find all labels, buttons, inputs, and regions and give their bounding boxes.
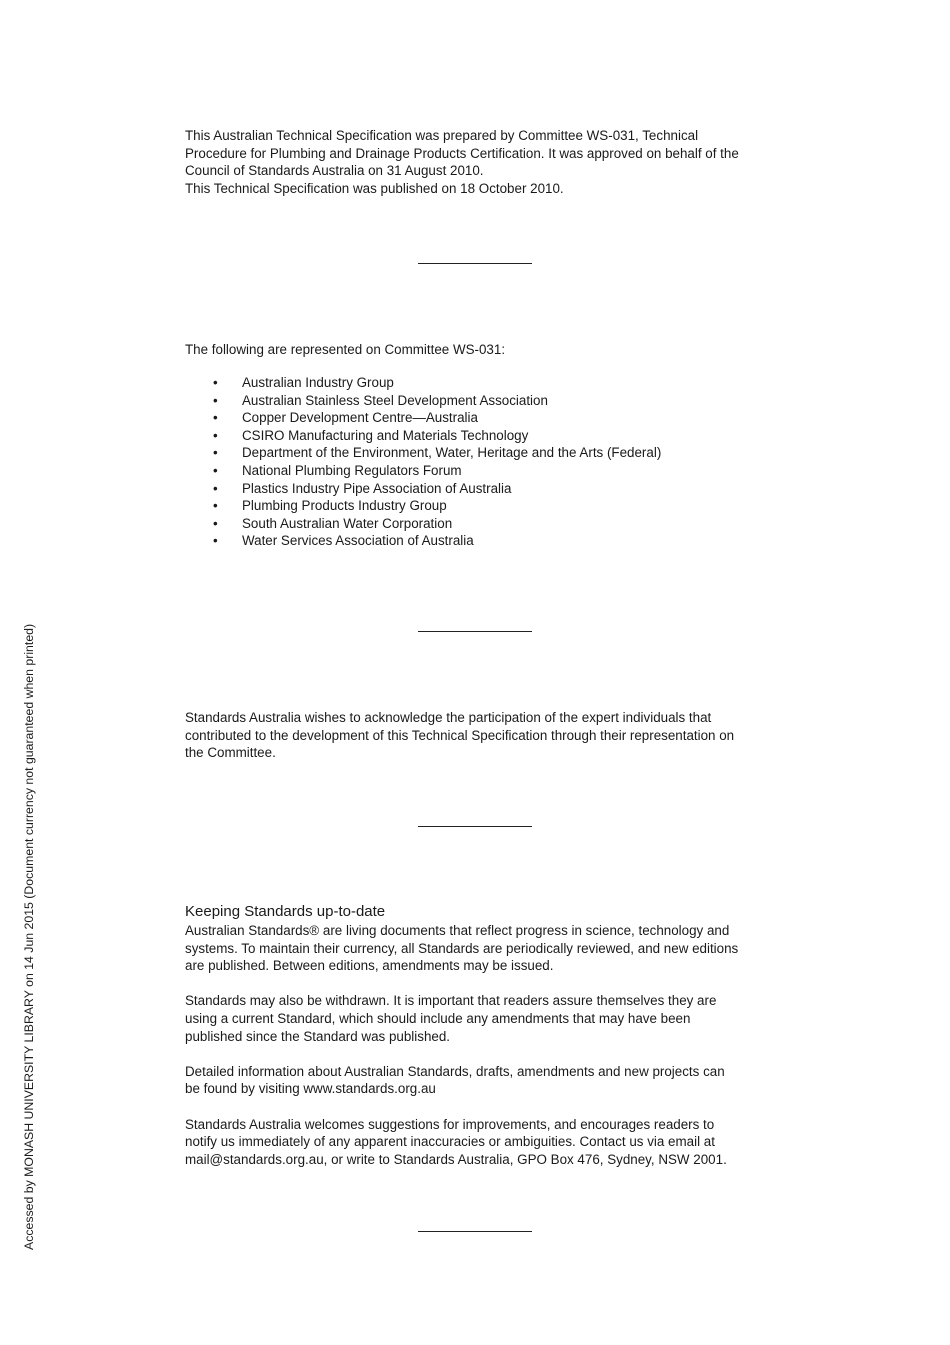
paragraph-line: Standards Australia welcomes suggestions for improvements, and encourages readers to (185, 1116, 715, 1132)
acknowledgement-line: the Committee. (185, 745, 276, 761)
paragraph-line: mail@standards.org.au, or write to Standards Australia, GPO Box 476, Sydney, NSW 2001. (185, 1151, 727, 1167)
member-name: Australian Industry Group (242, 375, 394, 390)
bullet-icon: • (213, 498, 218, 514)
bullet-icon: • (213, 480, 218, 496)
list-item (185, 532, 661, 550)
section-divider (418, 631, 532, 632)
bullet-icon: • (213, 375, 218, 390)
paragraph-line: notify us immediately of any apparent inaccuracies or ambiguities. Contact us via email at (185, 1134, 715, 1150)
list-item (185, 462, 661, 480)
preparation-line: This Australian Technical Specification was prepared by Committee WS-031, Technical (185, 128, 699, 143)
member-name: Department of the Environment, Water, Heritage and the Arts (Federal) (242, 445, 662, 461)
bullet-icon: • (213, 392, 218, 408)
list-item (185, 374, 661, 392)
bullet-icon: • (213, 515, 218, 531)
section-heading: Keeping Standards up-to-date (185, 903, 386, 920)
member-name: South Australian Water Corporation (242, 515, 453, 531)
member-name: Plastics Industry Pipe Association of Australia (242, 480, 512, 496)
bullet-icon: • (213, 410, 218, 426)
paragraph-line: Australian Standards® are living documents that reflect progress in science, technology and (185, 923, 730, 938)
bullet-icon: • (213, 445, 218, 461)
member-name: Australian Stainless Steel Development Association (242, 392, 548, 408)
acknowledgement-line: contributed to the development of this Technical Specification through their representation on (185, 727, 735, 743)
member-name: Copper Development Centre—Australia (242, 410, 478, 426)
preparation-statement (185, 127, 775, 197)
list-item (185, 497, 661, 515)
paragraph-line: systems. To maintain their currency, all Standards are periodically reviewed, and new editions (185, 940, 739, 956)
preparation-line: Council of Standards Australia on 31 August 2010. (185, 163, 484, 179)
access-watermark: Accessed by MONASH UNIVERSITY LIBRARY on 14 Jun 2015 (Document currency not guaranteed when printed) (22, 623, 36, 1250)
bullet-icon: • (213, 427, 218, 443)
list-item (185, 427, 661, 445)
member-name: National Plumbing Regulators Forum (242, 462, 462, 478)
keeping-standards-section (185, 903, 775, 1186)
paragraph (185, 1063, 775, 1098)
paragraph (185, 1116, 775, 1169)
acknowledgement (185, 709, 775, 762)
list-item (185, 480, 661, 498)
section-divider (418, 263, 532, 264)
committee-member-list (185, 374, 661, 550)
representation-intro (185, 341, 775, 359)
member-name: Water Services Association of Australia (242, 533, 474, 549)
bullet-icon: • (213, 533, 218, 549)
paragraph (185, 922, 775, 975)
member-name: Plumbing Products Industry Group (242, 498, 447, 514)
representation-intro-text: The following are represented on Committee WS-031: (185, 342, 506, 357)
section-divider (418, 1231, 532, 1232)
list-item (185, 444, 661, 462)
section-divider (418, 826, 532, 827)
paragraph-line: Standards may also be withdrawn. It is important that readers assure themselves they are (185, 993, 717, 1009)
acknowledgement-line: Standards Australia wishes to acknowledge the participation of the expert individuals that (185, 710, 712, 725)
paragraph-line: Detailed information about Australian Standards, drafts, amendments and new projects can (185, 1063, 725, 1079)
bullet-icon: • (213, 462, 218, 478)
member-name: CSIRO Manufacturing and Materials Technology (242, 427, 529, 443)
paragraph-line: be found by visiting www.standards.org.au (185, 1081, 436, 1097)
paragraph-line: using a current Standard, which should include any amendments that may have been (185, 1010, 691, 1026)
publication-line: This Technical Specification was published on 18 October 2010. (185, 180, 564, 196)
preparation-line: Procedure for Plumbing and Drainage Products Certification. It was approved on behalf of the (185, 145, 739, 161)
list-item (185, 409, 661, 427)
paragraph-line: are published. Between editions, amendments may be issued. (185, 958, 554, 974)
list-item (185, 515, 661, 533)
paragraph (185, 992, 775, 1045)
list-item (185, 392, 661, 410)
paragraph-line: published since the Standard was published. (185, 1028, 451, 1044)
